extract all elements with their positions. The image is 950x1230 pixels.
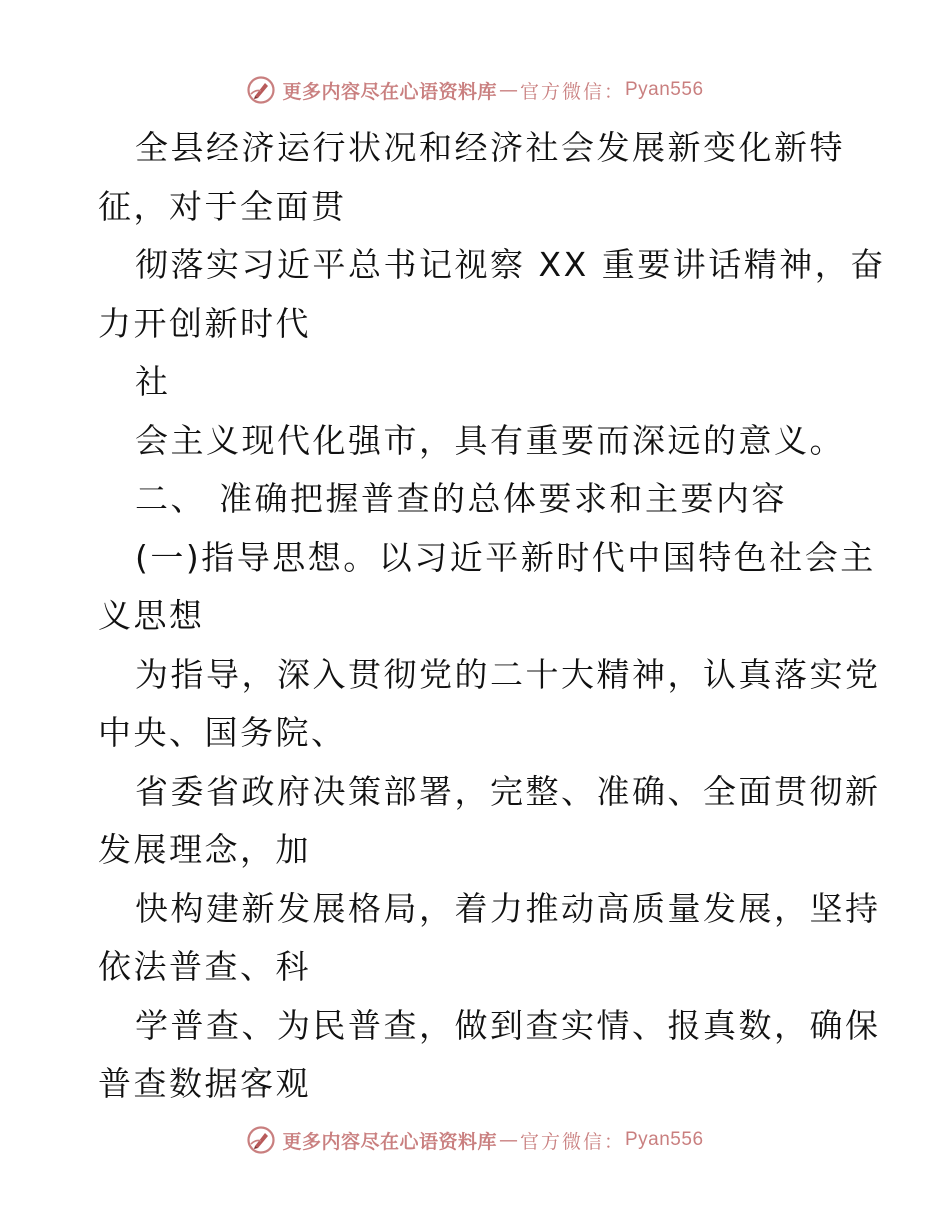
watermark-label: 官方微信： xyxy=(519,80,625,103)
text-line: 学普查、为民普查，做到查实情、报真数，确保 xyxy=(135,1006,881,1045)
text-line: 全县经济运行状况和经济社会发展新变化新特 xyxy=(135,128,845,167)
watermark-id: Pyan556 xyxy=(625,1129,704,1150)
watermark-separator: — xyxy=(498,1129,518,1151)
section-heading: 二、 准确把握普查的总体要求和主要内容 xyxy=(135,479,787,518)
pen-logo-icon xyxy=(246,1125,276,1155)
pen-logo-icon xyxy=(246,75,276,105)
text-line: 中央、国务院、 xyxy=(98,713,347,752)
text-line: 依法普查、科 xyxy=(98,947,311,986)
watermark-separator: — xyxy=(498,79,518,101)
text-line: 普查数据客观 xyxy=(98,1064,311,1103)
text-line: 发展理念，加 xyxy=(98,830,311,869)
watermark-id: Pyan556 xyxy=(625,79,704,100)
text-line: (一)指导思想。以习近平新时代中国特色社会主 xyxy=(135,538,876,577)
watermark-label: 官方微信： xyxy=(519,1130,625,1153)
header-watermark xyxy=(0,72,950,108)
watermark-text: 更多内容尽在心语资料库 xyxy=(282,80,497,103)
text-line: 省委省政府决策部署，完整、准确、全面贯彻新 xyxy=(135,772,881,811)
text-line: 征，对于全面贯 xyxy=(98,187,347,226)
footer-watermark xyxy=(0,1122,950,1158)
text-line: 社 xyxy=(135,362,171,401)
text-line: 快构建新发展格局，着力推动高质量发展，坚持 xyxy=(135,889,881,928)
text-line: 力开创新时代 xyxy=(98,304,311,343)
text-line: 义思想 xyxy=(98,596,205,635)
watermark-text: 更多内容尽在心语资料库 xyxy=(282,1130,497,1153)
text-line: 为指导，深入贯彻党的二十大精神，认真落实党 xyxy=(135,655,881,694)
text-line: 会主义现代化强市，具有重要而深远的意义。 xyxy=(135,421,845,460)
text-line: 彻落实习近平总书记视察 XX 重要讲话精神，奋 xyxy=(135,245,886,284)
